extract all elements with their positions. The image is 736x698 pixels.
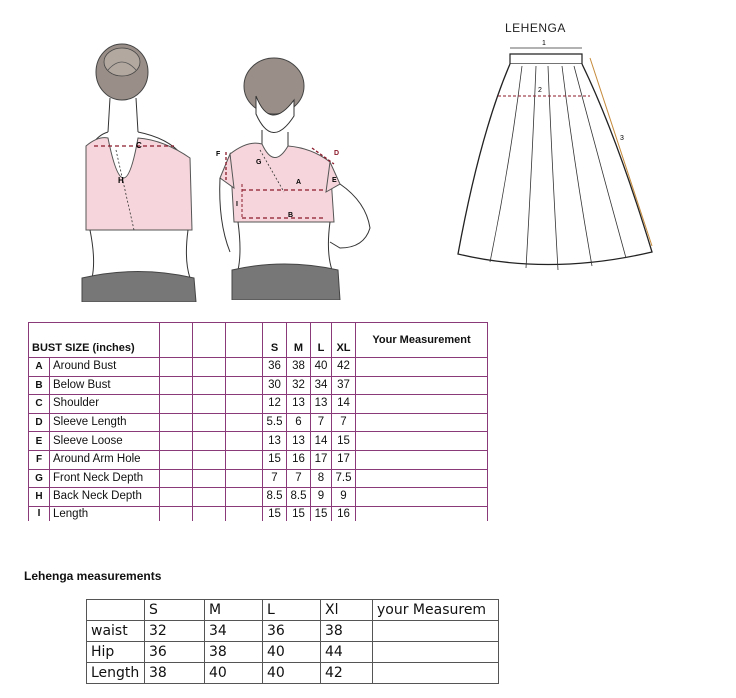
measurement-cell[interactable]	[356, 413, 488, 432]
measurement-cell[interactable]	[356, 376, 488, 395]
marker-e: E	[332, 177, 337, 184]
measurement-cell[interactable]	[373, 663, 499, 684]
measurement-cell[interactable]	[373, 642, 499, 663]
marker-i: I	[236, 201, 238, 208]
marker-c: C	[136, 141, 142, 150]
table-row: C Shoulder 12 13 13 14	[29, 395, 488, 414]
marker-2: 2	[538, 87, 542, 94]
size-header-s: S	[263, 323, 287, 358]
table-row: I Length 15 15 15 16	[29, 506, 488, 521]
size-header-xl: XL	[332, 323, 356, 358]
bust-size-table	[28, 322, 488, 521]
measurement-cell[interactable]	[356, 358, 488, 377]
marker-1: 1	[542, 40, 546, 47]
marker-3: 3	[620, 135, 624, 142]
lehenga-table	[86, 599, 499, 684]
table-row: H Back Neck Depth 8.5 8.5 9 9	[29, 488, 488, 507]
measurement-cell[interactable]	[356, 469, 488, 488]
size-header-l: L	[311, 323, 332, 358]
measurement-cell[interactable]	[356, 450, 488, 469]
measurement-cell[interactable]	[356, 488, 488, 507]
table-row: A Around Bust 36 38 40 42	[29, 358, 488, 377]
table-row: Length 38 40 40 42	[87, 663, 499, 684]
table-row: waist 32 34 36 38	[87, 621, 499, 642]
table-row: G Front Neck Depth 7 7 8 7.5	[29, 469, 488, 488]
measurement-cell[interactable]	[356, 432, 488, 451]
front-view-illustration	[212, 52, 388, 300]
marker-g: G	[256, 159, 262, 166]
marker-a: A	[296, 179, 302, 186]
marker-h: H	[118, 176, 124, 185]
table-row: D Sleeve Length 5.5 6 7 7	[29, 413, 488, 432]
lehenga-measurements-caption: Lehenga measurements	[24, 569, 162, 583]
bust-size-title: BUST SIZE (inches)	[29, 323, 160, 358]
marker-d: D	[334, 150, 340, 157]
measurement-cell[interactable]	[356, 506, 488, 521]
back-view-illustration	[78, 40, 216, 302]
table-row: F Around Arm Hole 15 16 17 17	[29, 450, 488, 469]
your-measurement-header: Your Measurement	[356, 323, 488, 358]
marker-f: F	[216, 151, 221, 158]
measurement-cell[interactable]	[373, 621, 499, 642]
measurement-cell[interactable]	[356, 395, 488, 414]
table-row: B Below Bust 30 32 34 37	[29, 376, 488, 395]
marker-b: B	[288, 212, 294, 219]
table-row: Hip 36 38 40 44	[87, 642, 499, 663]
lehenga-drawing-title: LEHENGA	[505, 21, 566, 35]
lehenga-illustration	[440, 14, 666, 276]
table-row: E Sleeve Loose 13 13 14 15	[29, 432, 488, 451]
table-header-row: S M L Xl your Measurem	[87, 600, 499, 621]
size-header-m: M	[287, 323, 311, 358]
table-header-row	[29, 323, 488, 358]
